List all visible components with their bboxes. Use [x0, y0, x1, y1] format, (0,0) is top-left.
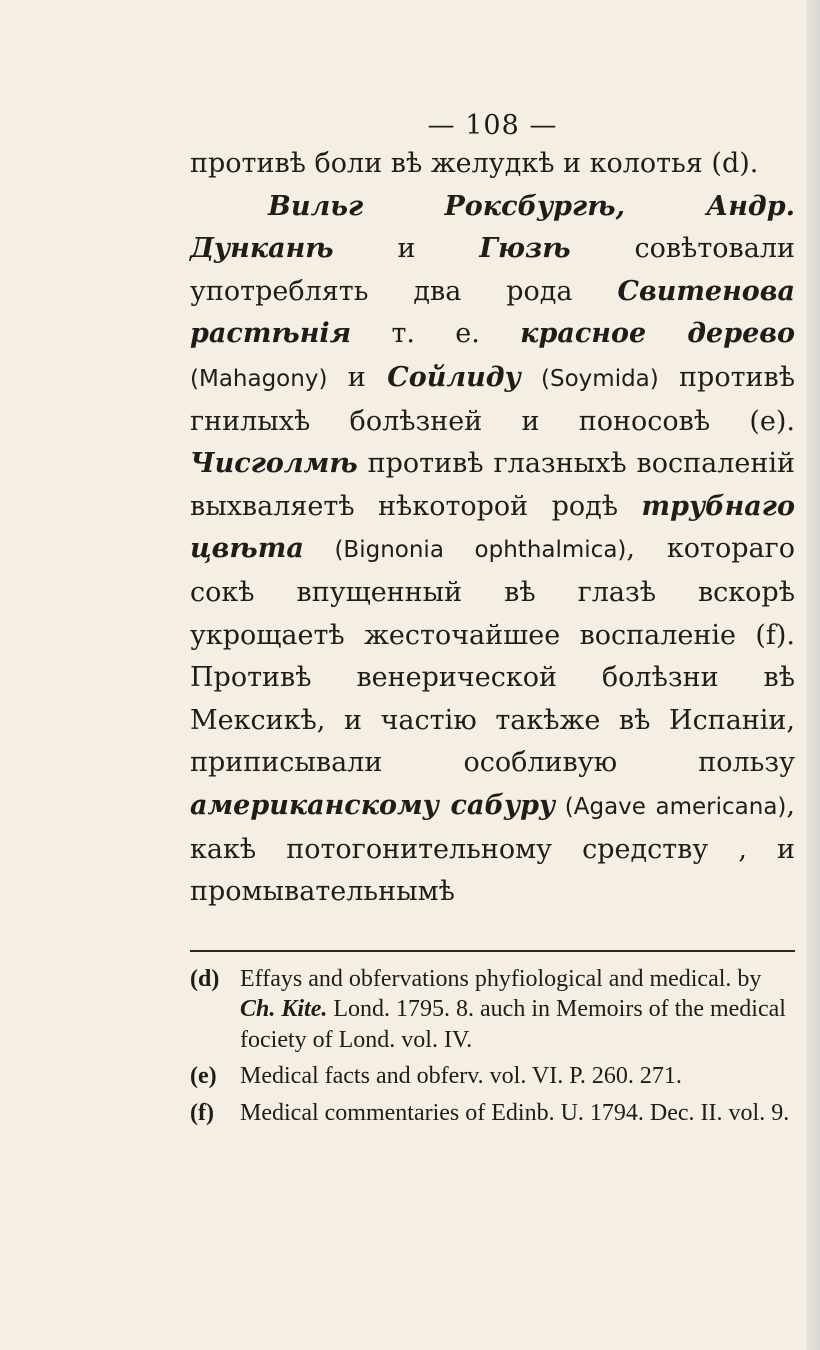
- text-segment: , котораго сокѣ впущенный вѣ глазѣ вскорѣ укрощаетѣ жесточайшее воспаленіе (f). Противѣ венерической болѣзни вѣ Мексикѣ, и частію такѣже вѣ Испаніи, приписывали особливую пользу: [190, 533, 795, 779]
- footnote-d: [190, 964, 795, 1056]
- text-segment: , какѣ потогонительному средству , и промывательнымѣ: [190, 789, 795, 908]
- footnote-text-part: Effays and obfervations phyfiological and medical. by: [240, 965, 762, 992]
- text-segment: т. е.: [351, 318, 521, 350]
- plant-name: трубнаго цвѣта: [190, 490, 795, 565]
- footnote-text-part: Lond. 1795. 8. auch in Memoirs of the medical fociety of Lond. vol. IV.: [240, 996, 786, 1053]
- page-number: — 108 —: [427, 110, 558, 141]
- footnote-f: [190, 1098, 795, 1129]
- plant-name: Сойлиду: [387, 361, 521, 393]
- author-name: Чисголмѣ: [190, 448, 358, 480]
- text-segment: и: [347, 361, 388, 393]
- plant-name: Свитенова растѣнія: [190, 275, 795, 350]
- paragraph-remedies: [190, 186, 795, 914]
- text-segment: совѣтовали употреблять два рода: [190, 233, 795, 307]
- footnote-divider: [190, 950, 795, 952]
- book-page: [190, 110, 795, 1134]
- footnote-text: [240, 964, 795, 1056]
- footnote-label: (f): [190, 1099, 214, 1126]
- plant-name: американскому сабуру: [190, 789, 556, 821]
- text-segment: противѣ гнилыхѣ болѣзней и поносовѣ (e).: [190, 361, 795, 437]
- footnotes: [190, 964, 795, 1129]
- footnote-e: [190, 1061, 795, 1092]
- latin-name: (Mahagony): [190, 365, 348, 392]
- footnote-label: (d): [190, 965, 220, 992]
- text-segment: противѣ глазныхѣ воспаленій выхваляетѣ нѣкоторой родѣ: [190, 448, 795, 522]
- footnote-text: Medical facts and obferv. vol. VI. P. 260. 271.: [240, 1063, 682, 1090]
- paragraph-continuation: противѣ боли вѣ желудкѣ и колотья (d).: [190, 148, 759, 179]
- footnote-label: (e): [190, 1063, 217, 1090]
- footnote-text: Medical commentaries of Edinb. U. 1794. Dec. II. vol. 9.: [240, 1099, 790, 1126]
- text-segment: и: [333, 233, 480, 265]
- main-text: [190, 143, 795, 914]
- latin-name: (Soymida): [520, 365, 680, 392]
- latin-name: (Agave americana): [555, 793, 787, 820]
- author-name: Гюзѣ: [479, 233, 571, 265]
- footnote-author: Ch. Kite.: [240, 996, 328, 1023]
- page-edge-shadow: [806, 0, 820, 1350]
- author-names: Вильг Роксбургѣ, Андр. Дунканѣ: [190, 190, 795, 265]
- latin-name: (Bignonia ophthalmica): [303, 537, 627, 564]
- plant-name: красное дерево: [520, 318, 796, 350]
